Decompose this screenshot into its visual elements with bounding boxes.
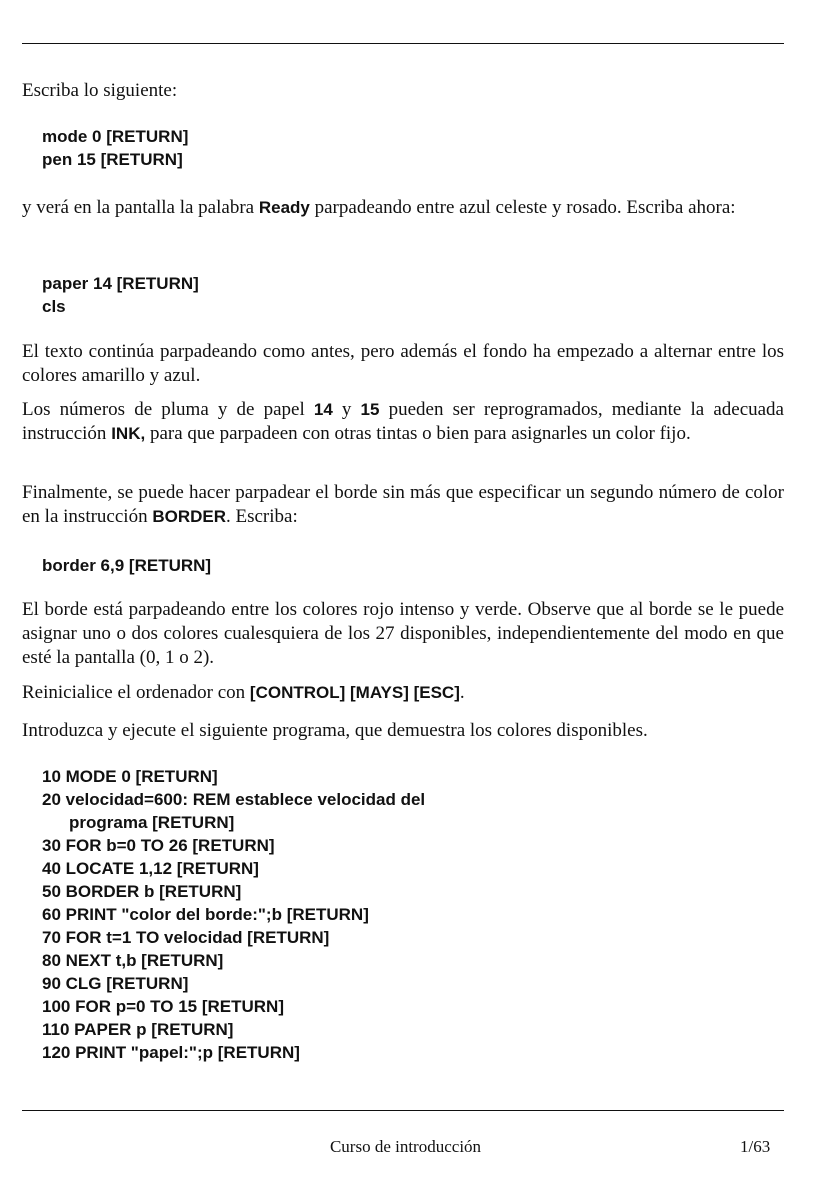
page-number: 1/63 <box>740 1137 771 1156</box>
bold-term-ink: INK, <box>111 424 146 443</box>
code-line: pen 15 [RETURN] <box>42 150 183 169</box>
code-block-mode-pen <box>42 125 762 171</box>
code-block-paper-cls <box>42 272 762 318</box>
text: parpadeando entre azul celeste y rosado. Escriba ahora: <box>309 197 736 218</box>
footer-title: Curso de introducción <box>329 1137 482 1156</box>
bold-keys: [CONTROL] [MAYS] [ESC] <box>249 683 460 702</box>
paragraph-ready <box>22 196 784 220</box>
code-line: 100 FOR p=0 TO 15 [RETURN] <box>42 997 284 1016</box>
code-line: 70 FOR t=1 TO velocidad [RETURN] <box>42 928 330 947</box>
text: para que parpadeen con otras tintas o bien para asignarles un color fijo. <box>145 423 691 444</box>
code-line: 20 velocidad=600: REM establece velocidad del <box>42 790 426 809</box>
text: Los números de pluma y de papel <box>22 399 314 420</box>
paragraph-program-intro: Introduzca y ejecute el siguiente programa, que demuestra los colores disponibles. <box>22 720 648 741</box>
code-block-border <box>42 554 762 577</box>
code-line: 80 NEXT t,b [RETURN] <box>42 951 224 970</box>
text: Finalmente, se puede hacer parpadear el borde sin más que especificar un segundo número de color en la instrucción <box>22 482 784 527</box>
code-line: programa [RETURN] <box>69 813 235 832</box>
paragraph-ink <box>22 398 784 446</box>
paragraph-border <box>22 481 784 529</box>
code-line: 110 PAPER p [RETURN] <box>42 1020 234 1039</box>
bold-number: 15 <box>360 400 380 419</box>
code-line: 90 CLG [RETURN] <box>42 974 189 993</box>
bold-term-ready: Ready <box>258 198 310 217</box>
text: . Escriba: <box>226 506 298 527</box>
text: Reinicialice el ordenador con <box>22 682 250 703</box>
code-line: paper 14 [RETURN] <box>42 274 199 293</box>
text: . <box>459 682 465 703</box>
code-line: 120 PRINT "papel:";p [RETURN] <box>42 1043 300 1062</box>
bottom-rule <box>22 1110 784 1111</box>
text: y verá en la pantalla la palabra <box>22 197 259 218</box>
code-line: mode 0 [RETURN] <box>42 127 189 146</box>
text: pueden ser reprogramados, mediante la adecuada instrucción <box>22 399 784 444</box>
text: y <box>332 399 361 420</box>
code-line: 30 FOR b=0 TO 26 [RETURN] <box>42 836 275 855</box>
code-line: 10 MODE 0 [RETURN] <box>42 767 218 786</box>
bold-term-border: BORDER <box>152 507 226 526</box>
code-block-program <box>42 765 762 1064</box>
paragraph-background: El texto continúa parpadeando como antes, pero además el fondo ha empezado a alternar entre los colores amarillo y azul. <box>22 341 784 386</box>
code-line: 50 BORDER b [RETURN] <box>42 882 242 901</box>
paragraph-intro: Escriba lo siguiente: <box>22 80 178 101</box>
paragraph-border-colors: El borde está parpadeando entre los colores rojo intenso y verde. Observe que al borde se le puede asignar uno o dos colores cualesquiera de los 27 disponibles, independientemente del modo en que esté la pantalla (0, 1 o 2). <box>22 599 784 668</box>
code-line: 40 LOCATE 1,12 [RETURN] <box>42 859 259 878</box>
code-line: 60 PRINT "color del borde:";b [RETURN] <box>42 905 369 924</box>
top-rule <box>22 43 784 44</box>
code-line: cls <box>42 297 66 316</box>
code-line: border 6,9 [RETURN] <box>42 556 212 575</box>
paragraph-reset <box>22 681 784 705</box>
bold-number: 14 <box>313 400 333 419</box>
